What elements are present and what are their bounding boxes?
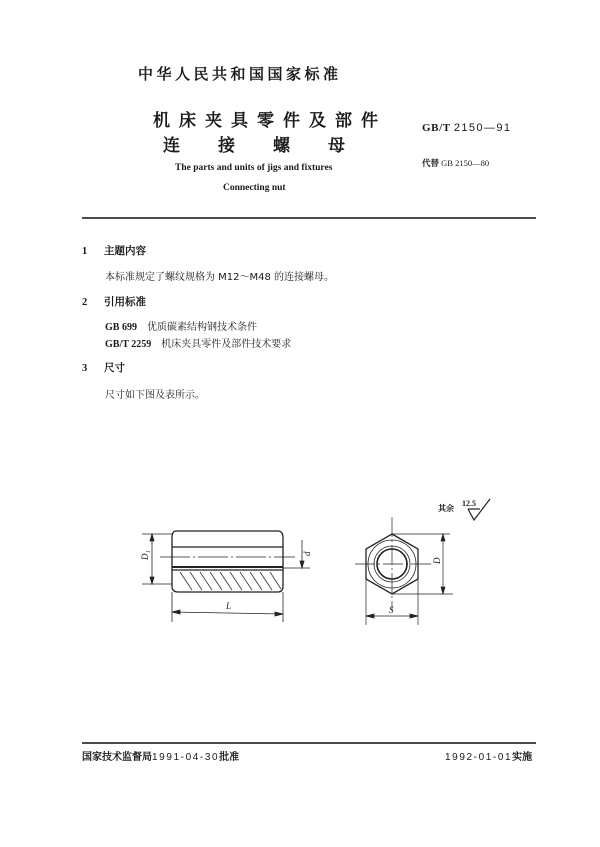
document-title-en: The parts and units of jigs and fixtures [175, 163, 333, 173]
approver-name: 国家技术监督局 [82, 752, 152, 763]
dimension-label-D1: D₁ [140, 550, 150, 560]
approval-date: 1991-04-30 [152, 752, 220, 763]
replaces-standard [422, 157, 489, 169]
section-title: 尺寸 [104, 362, 125, 374]
effective-date: 1992-01-01 [445, 752, 513, 763]
surface-roughness-note [438, 503, 454, 514]
reference-item [105, 318, 257, 333]
section-number: 2 [82, 297, 88, 308]
section-title: 主题内容 [104, 245, 146, 257]
standard-code: 2150—91 [453, 122, 512, 134]
reference-title: 优质碳素结构钢技术条件 [146, 322, 257, 333]
approval-suffix: 批准 [219, 752, 240, 763]
roughness-label: 其余 [438, 504, 454, 513]
dimension-label-D: D [432, 557, 442, 564]
reference-code: GB/T 2259 [105, 339, 152, 350]
subtitle-char: 母 [328, 136, 345, 156]
dimension-label-d: d [302, 551, 312, 556]
section-number: 1 [82, 246, 88, 257]
dimension-label-S: S [389, 605, 394, 615]
section-heading-2 [82, 294, 146, 309]
national-standard-heading: 中华人民共和国国家标准 [138, 65, 342, 83]
section-1-text: 本标准规定了螺纹规格为 M12～M48 的连接螺母。 [105, 272, 335, 283]
subtitle-char: 螺 [273, 136, 290, 156]
section-3-text: 尺寸如下图及表所示。 [105, 390, 205, 401]
roughness-symbol-icon [460, 496, 494, 526]
footer-divider [82, 742, 536, 744]
dimension-label-L: L [226, 601, 232, 611]
reference-code: GB 699 [105, 322, 137, 333]
reference-item [105, 335, 291, 350]
standard-prefix: GB/T [422, 122, 451, 134]
document-subtitle-en: Connecting nut [223, 183, 286, 193]
reference-title: 机床夹具零件及部件技术要求 [161, 339, 292, 350]
document-title-cn: 机床夹具零件及部件 [153, 111, 387, 131]
subtitle-char: 连 [163, 136, 180, 156]
standard-number [422, 122, 511, 134]
effective-info [445, 748, 532, 763]
section-heading-3 [82, 360, 125, 375]
document-subtitle-cn [163, 131, 345, 156]
replaces-value: GB 2150—80 [441, 158, 490, 168]
subtitle-char: 接 [218, 136, 235, 156]
replaces-label: 代替 [422, 159, 440, 169]
header-divider [82, 217, 536, 219]
roughness-value: 12.5 [462, 499, 476, 508]
section-number: 3 [82, 363, 88, 374]
end-view-drawing [345, 515, 465, 635]
section-title: 引用标准 [104, 296, 146, 308]
section-heading-1 [82, 243, 146, 258]
approval-info [82, 748, 239, 763]
effective-suffix: 实施 [512, 752, 533, 763]
side-view-drawing [130, 500, 330, 635]
